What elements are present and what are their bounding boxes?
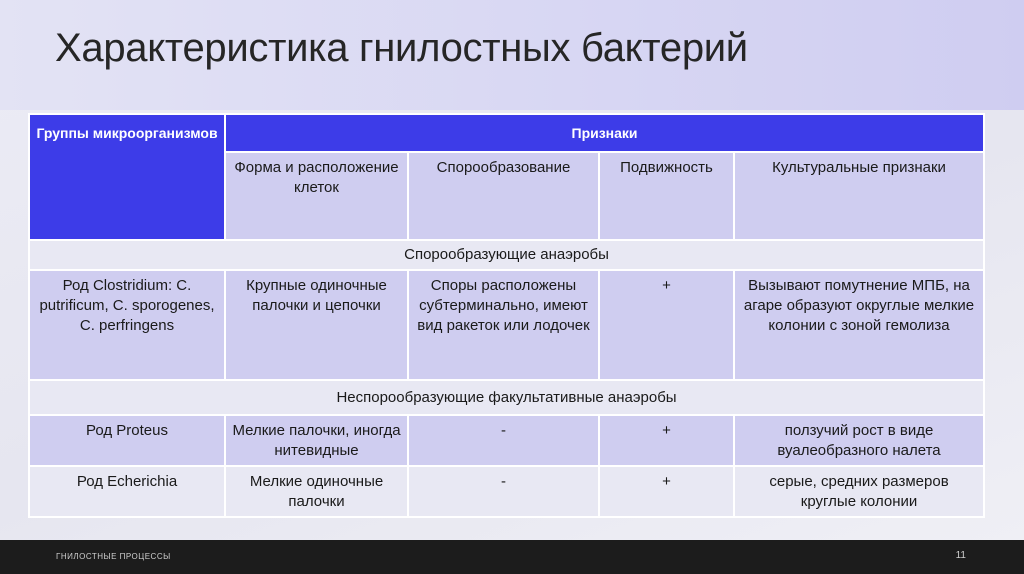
cell-sporulation: Споры расположены субтерминально, имеют вид ракеток или лодочек [408, 270, 599, 380]
cell-sporulation: - [408, 415, 599, 466]
section-row [29, 380, 984, 415]
bacteria-table [28, 113, 985, 518]
header-col-motility: Подвижность [599, 152, 734, 240]
cell-sporulation: - [408, 466, 599, 517]
header-col-cultural: Культуральные признаки [734, 152, 984, 240]
section-title: Неспорообразующие факультативные анаэробы [29, 380, 984, 415]
table-row [29, 466, 984, 517]
section-title: Спорообразующие анаэробы [29, 240, 984, 270]
cell-motility: + [599, 415, 734, 466]
header-signs: Признаки [225, 114, 984, 152]
cell-shape: Мелкие палочки, иногда нитевидные [225, 415, 408, 466]
header-groups: Группы микроорганизмов [29, 114, 225, 240]
header-row [29, 114, 984, 152]
cell-cultural: серые, средних размеров круглые колонии [734, 466, 984, 517]
cell-group: Род Proteus [29, 415, 225, 466]
cell-motility: + [599, 270, 734, 380]
footer-bar [0, 540, 1024, 574]
cell-cultural: ползучий рост в виде вуалеобразного налета [734, 415, 984, 466]
cell-shape: Крупные одиночные палочки и цепочки [225, 270, 408, 380]
cell-shape: Мелкие одиночные палочки [225, 466, 408, 517]
cell-motility: + [599, 466, 734, 517]
table-row [29, 415, 984, 466]
cell-group: Род Echerichia [29, 466, 225, 517]
footer-text: ГНИЛОСТНЫЕ ПРОЦЕССЫ [56, 552, 171, 561]
header-col-sporulation: Спорообразование [408, 152, 599, 240]
cell-cultural: Вызывают помутнение МПБ, на агаре образуют округлые мелкие колонии с зоной гемолиза [734, 270, 984, 380]
slide-title: Характеристика гнилостных бактерий [55, 26, 748, 70]
page-number: 11 [955, 550, 966, 561]
section-row [29, 240, 984, 270]
header-col-shape: Форма и расположение клеток [225, 152, 408, 240]
cell-group: Род Clostridium: C. putrificum, C. sporogenes, C. perfringens [29, 270, 225, 380]
table-row [29, 270, 984, 380]
